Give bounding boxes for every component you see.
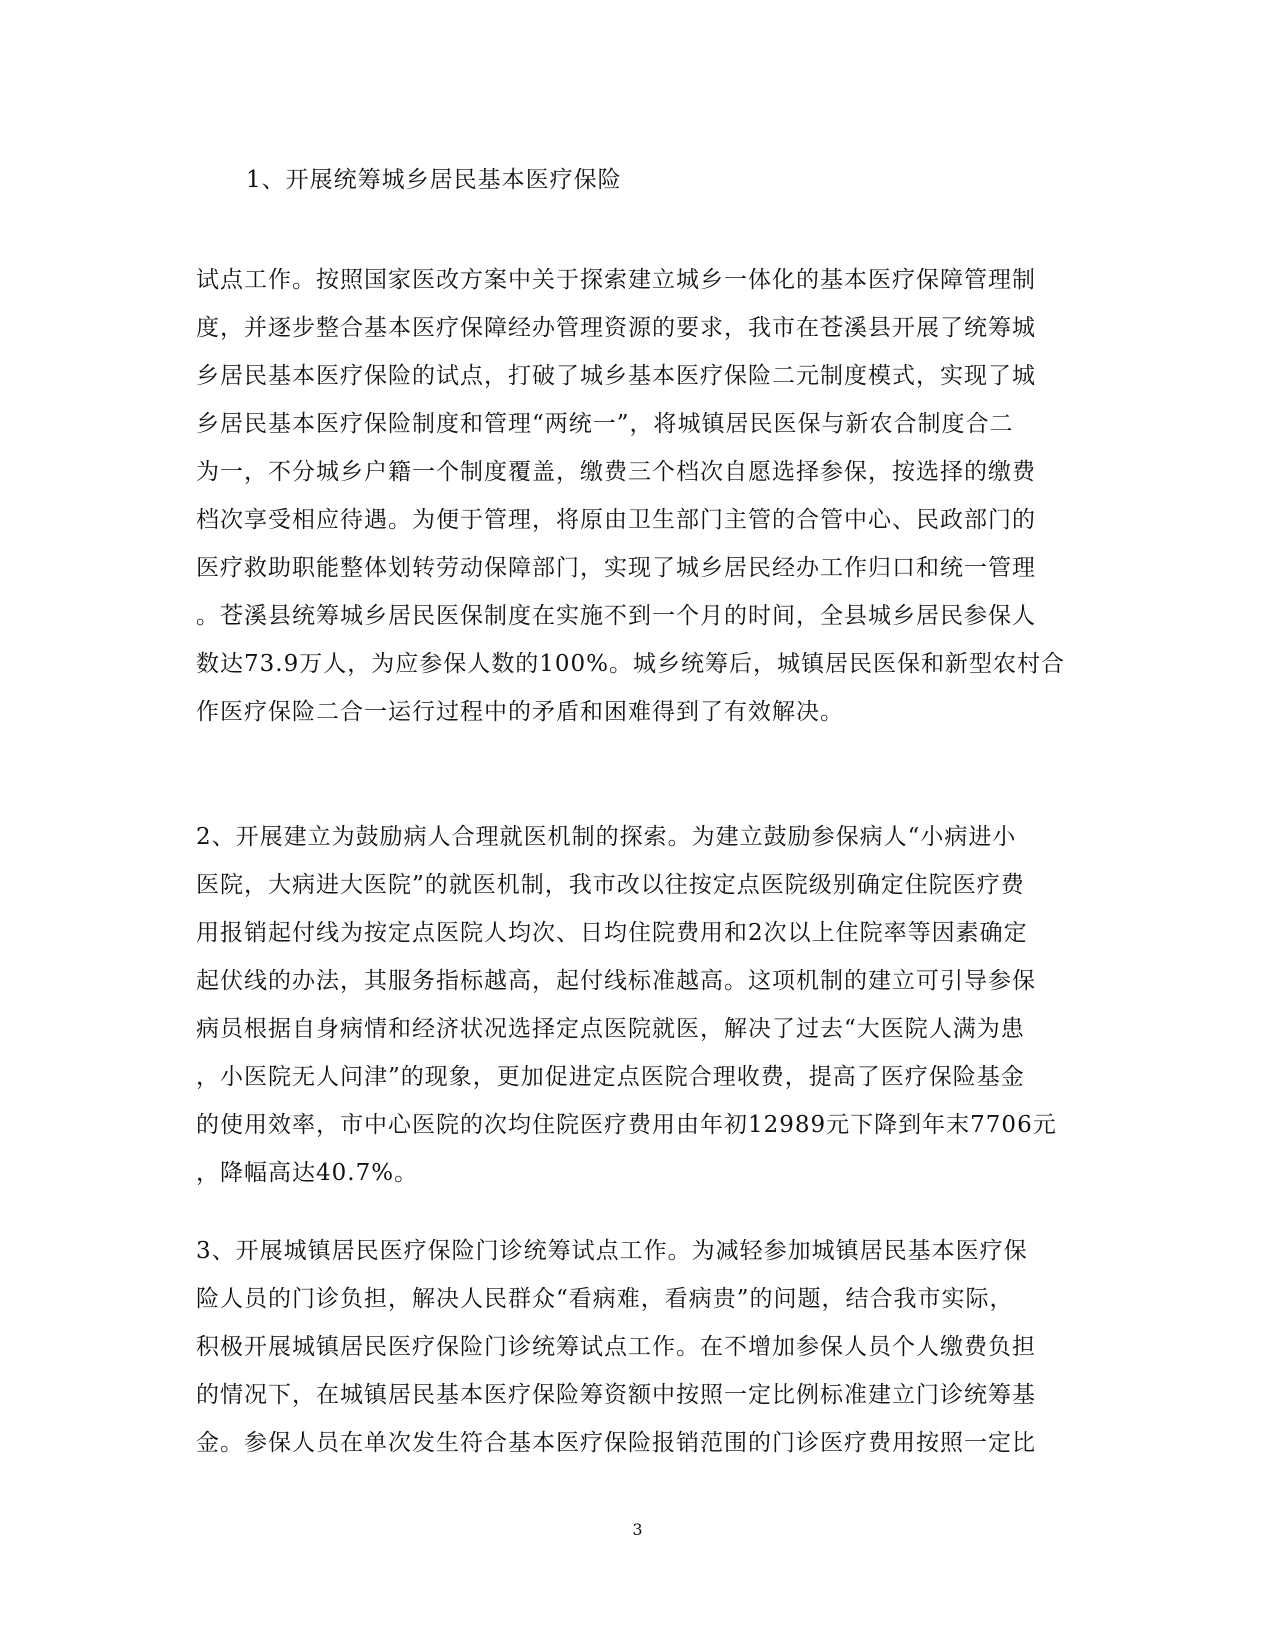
text-line: 的使用效率，市中心医院的次均住院医疗费用由年初12989元下降到年末7706元 (196, 1112, 1057, 1138)
text-line: 金。参保人员在单次发生符合基本医疗保险报销范围的门诊医疗费用按照一定比 (196, 1430, 1036, 1456)
text-line: 用报销起付线为按定点医院人均次、日均住院费用和2次以上住院率等因素确定 (196, 920, 1028, 946)
text-line: 乡居民基本医疗保险制度和管理“两统一”，将城镇居民医保与新农合制度合二 (196, 411, 1014, 437)
text-line: ，小医院无人问津”的现象，更加促进定点医院合理收费，提高了医疗保险基金 (196, 1064, 1025, 1090)
text-line: 作医疗保险二合一运行过程中的矛盾和困难得到了有效解决。 (196, 699, 844, 725)
text-line: ，降幅高达40.7%。 (196, 1160, 419, 1186)
text-line: 档次享受相应待遇。为便于管理，将原由卫生部门主管的合管中心、民政部门的 (196, 507, 1036, 533)
text-line: 医院，大病进大医院”的就医机制，我市改以往按定点医院级别确定住院医疗费 (196, 872, 1025, 898)
text-line: 2、开展建立为鼓励病人合理就医机制的探索。为建立鼓励参保病人“小病进小 (196, 824, 1017, 850)
text-line: 起伏线的办法，其服务指标越高，起付线标准越高。这项机制的建立可引导参保 (196, 968, 1036, 994)
text-line: 乡居民基本医疗保险的试点，打破了城乡基本医疗保险二元制度模式，实现了城 (196, 363, 1036, 389)
text-line: 3、开展城镇居民医疗保险门诊统筹试点工作。为减轻参加城镇居民基本医疗保 (196, 1238, 1028, 1264)
text-line: 病员根据自身病情和经济状况选择定点医院就医，解决了过去“大医院人满为患 (196, 1016, 1025, 1042)
section-heading: 1、开展统筹城乡居民基本医疗保险 (246, 167, 622, 193)
text-line: 险人员的门诊负担，解决人民群众“看病难，看病贵”的问题，结合我市实际， (196, 1286, 1014, 1312)
text-line: 积极开展城镇居民医疗保险门诊统筹试点工作。在不增加参保人员个人缴费负担 (196, 1334, 1036, 1360)
text-line: 为一，不分城乡户籍一个制度覆盖，缴费三个档次自愿选择参保，按选择的缴费 (196, 459, 1036, 485)
text-line: 试点工作。按照国家医改方案中关于探索建立城乡一体化的基本医疗保障管理制 (196, 267, 1036, 293)
text-line: 医疗救助职能整体划转劳动保障部门，实现了城乡居民经办工作归口和统一管理 (196, 555, 1036, 581)
text-line: 数达73.9万人，为应参保人数的100%。城乡统筹后，城镇居民医保和新型农村合 (196, 651, 1065, 677)
paragraph-outpatient-pilot (196, 1227, 1076, 1467)
paragraph-pilot-work (196, 256, 1076, 736)
paragraph-medical-mechanism (196, 813, 1076, 1197)
page-number: 3 (632, 1520, 643, 1539)
text-line: 。苍溪县统筹城乡居民医保制度在实施不到一个月的时间，全县城乡居民参保人 (196, 603, 1036, 629)
text-line: 的情况下，在城镇居民基本医疗保险筹资额中按照一定比例标准建立门诊统筹基 (196, 1382, 1036, 1408)
text-line: 度，并逐步整合基本医疗保障经办管理资源的要求，我市在苍溪县开展了统筹城 (196, 315, 1036, 341)
